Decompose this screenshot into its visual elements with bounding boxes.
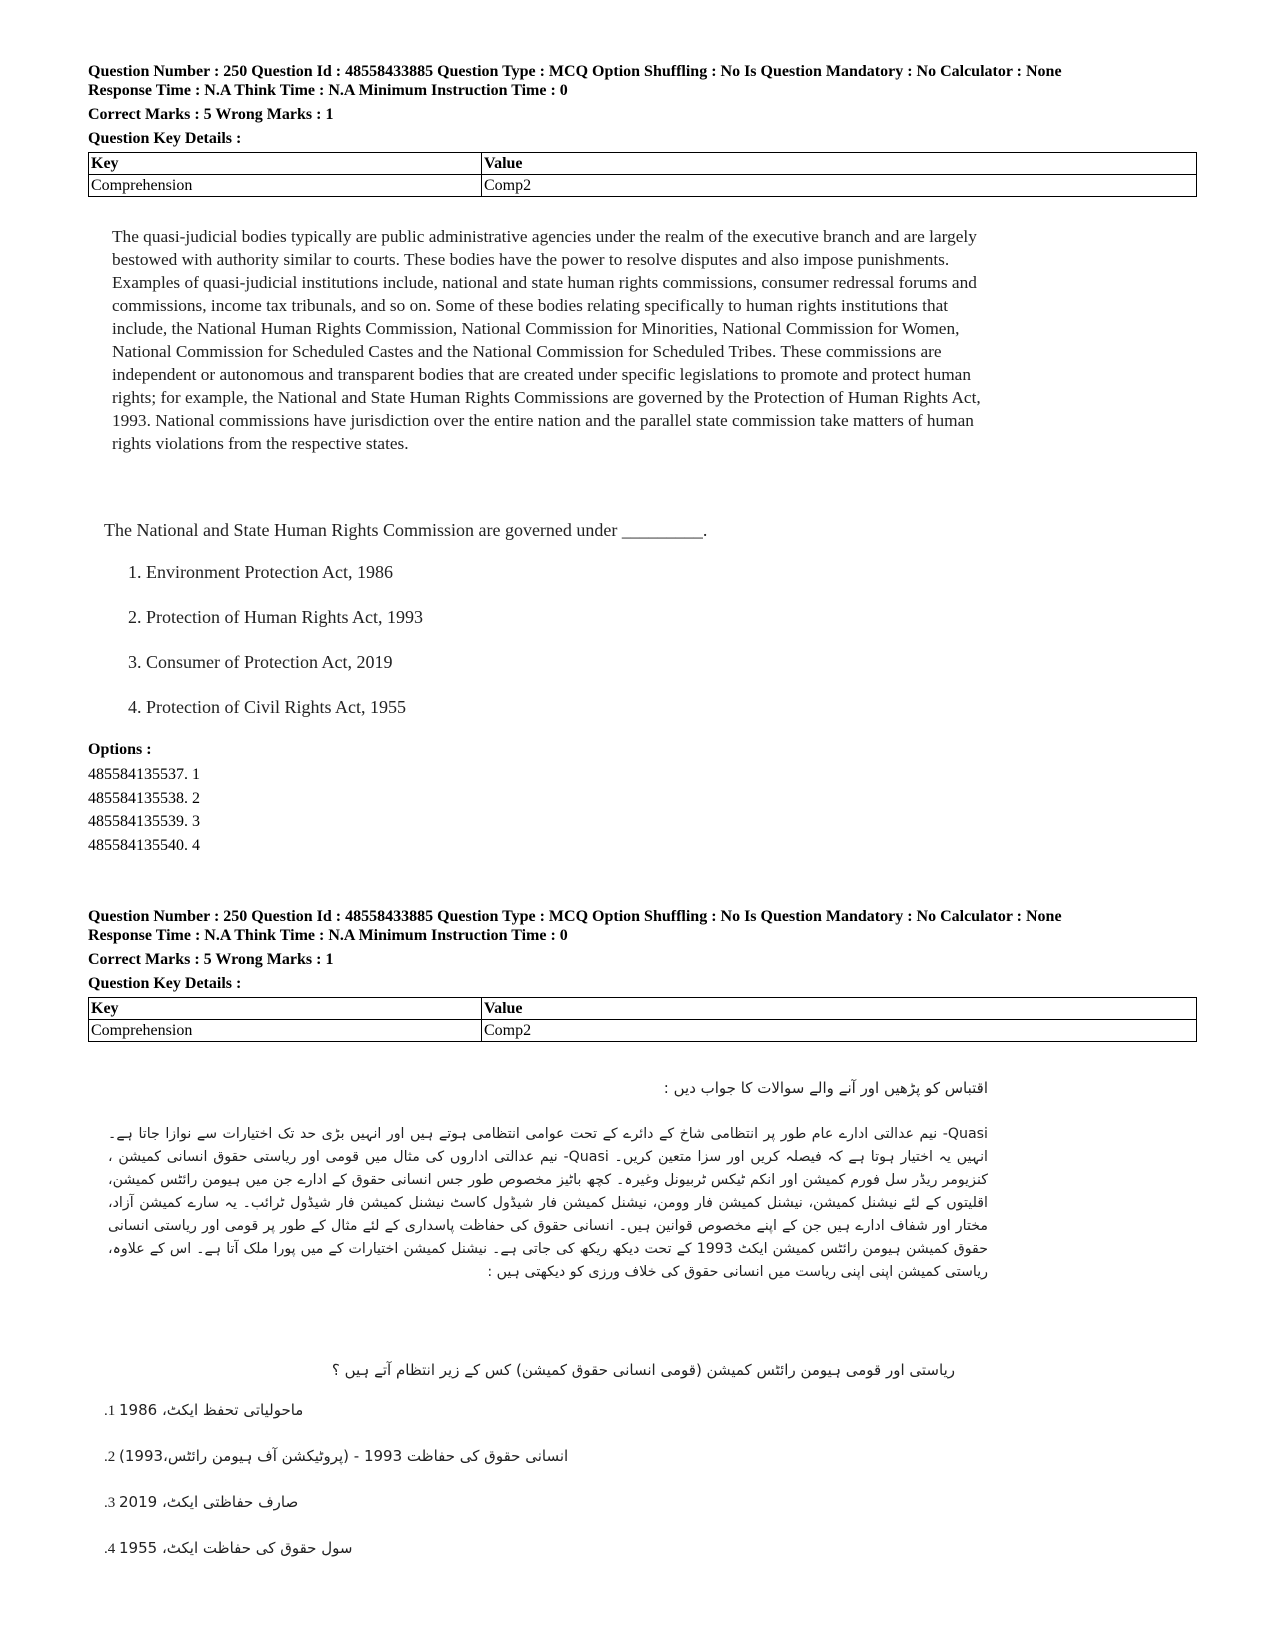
table-cell-value: Comp2	[482, 1020, 1197, 1042]
table-cell-value: Comp2	[482, 175, 1197, 197]
english-passage: The quasi-judicial bodies typically are public administrative agencies under the realm of the executive branch and are largely bestowed with authority similar to courts. These bodies have the power to resolve disputes and also impose punishments. Examples of quasi-judicial institutions include, national and state human rights commissions, consumer redressal forums and commissions, income tax tribunals, and so on. Some of these bodies relating specifically to human rights institutions that include, the National Human Rights Commission, National Commission for Minorities, National Commission for Women, National Commission for Scheduled Castes and the National Commission for Scheduled Tribes. These commissions are independent or autonomous and transparent bodies that are created under specific legislations to promote and protect human rights; for example, the National and State Human Rights Commissions are governed by the Protection of Human Rights Act, 1993. National commissions have jurisdiction over the entire nation and the parallel state commission take matters of human rights violations from the respective states.	[112, 227, 981, 453]
option-id: 485584135537. 1	[88, 766, 200, 783]
option-id: 485584135539. 3	[88, 813, 200, 830]
urdu-choice	[104, 1447, 568, 1493]
table-header-value: Value	[482, 998, 1197, 1020]
urdu-choice	[104, 1401, 568, 1447]
english-choice: 1. Environment Protection Act, 1986	[128, 562, 393, 582]
urdu-choice-number: 3.	[104, 1495, 116, 1511]
table-row	[89, 175, 1197, 197]
urdu-choice-number: 4.	[104, 1541, 116, 1557]
question-header-1	[88, 62, 1198, 197]
table-header-key: Key	[89, 153, 482, 175]
table-header-key: Key	[89, 998, 482, 1020]
options-label: Options :	[88, 741, 152, 758]
option-id: 485584135538. 2	[88, 789, 200, 807]
urdu-passage: Quasi- نیم عدالتی ادارے عام طور پر انتظامی شاخ کے دائرے کے تحت عوامی انتظامی ہوتے ہیں اور انہیں بڑی حد تک اختیارات سے نوازا جاتا ہے۔ انہیں یہ اختیار ہوتا ہے کہ فیصلہ کریں اور سزا متعین کریں۔ Quasi- نیم عدالتی اداروں کی مثال میں قومی اور ریاستی حقوق انسانی کمیشن ، کنزیومر ریڈر سل فورم کمیشن اور انکم ٹیکس ٹربیونل وغیرہ۔ کچھ باٹیز مخصوص طور جس انسانی حقوق کے ادارے جن میں ہیومن رائٹس کمیشن، اقلیتوں کے لئے نیشنل کمیشن، نیشنل کمیشن فار وومن، نیشنل کمیشن فار شیڈول کاسٹ نیشنل کمیشن فار شیڈول ٹرائب۔ یہ سارے کمیشن آزاد، مختار اور شفاف ادارے ہیں جن کے اپنے مخصوص قوانین ہیں۔ انسانی حقوق کی حفاظت پاسداری کے لئے مثال کے طور پر قومی اور ریاستی انسانی حقوق کمیشن ہیومن رائٹس کمیشن ایکٹ 1993 کے تحت دیکھ ریکھ کی جاتی ہے۔ نیشنل کمیشن اختیارات کے میں پورا ملک آتا ہے۔ اس کے علاوہ، ریاستی کمیشن اپنی اپنی ریاست میں انسانی حقوق کی خلاف ورزی کو دیکھتی ہیں :	[108, 1126, 988, 1280]
table-header-row	[89, 998, 1197, 1020]
timing-meta-line: Response Time : N.A Think Time : N.A Minimum Instruction Time : 0	[88, 82, 568, 99]
english-choice: 3. Consumer of Protection Act, 2019	[128, 652, 393, 672]
table-cell-key: Comprehension	[89, 1020, 482, 1042]
key-details-table	[88, 997, 1197, 1042]
urdu-choice-list	[104, 1401, 568, 1585]
marks-line: Correct Marks : 5 Wrong Marks : 1	[88, 106, 334, 123]
key-details-table	[88, 152, 1197, 197]
option-id-list	[88, 763, 200, 857]
option-id: 485584135540. 4	[88, 836, 200, 854]
table-row	[89, 1020, 1197, 1042]
urdu-choice	[104, 1493, 568, 1539]
key-details-label: Question Key Details :	[88, 975, 242, 992]
urdu-question: ریاستی اور قومی ہیومن رائٹس کمیشن (قومی انسانی حقوق کمیشن) کس کے زیر انتظام آتے ہیں ؟	[331, 1361, 955, 1379]
question-header-2	[88, 907, 1198, 1042]
timing-meta-line: Response Time : N.A Think Time : N.A Minimum Instruction Time : 0	[88, 927, 568, 944]
urdu-choice-text: سول حقوق کی حفاظت ایکٹ، 1955	[119, 1539, 353, 1557]
urdu-choice-text: صارف حفاظتی ایکٹ، 2019	[119, 1493, 299, 1511]
marks-line: Correct Marks : 5 Wrong Marks : 1	[88, 951, 334, 968]
urdu-choice-number: 1.	[104, 1403, 116, 1419]
urdu-choice-text: ماحولیاتی تحفظ ایکٹ، 1986	[119, 1401, 304, 1419]
table-header-row	[89, 153, 1197, 175]
table-header-value: Value	[482, 153, 1197, 175]
english-choice-list	[128, 562, 423, 742]
urdu-choice	[104, 1539, 568, 1585]
english-question: The National and State Human Rights Commission are governed under _________.	[104, 520, 708, 540]
key-details-label: Question Key Details :	[88, 130, 242, 147]
urdu-choice-number: 2.	[104, 1449, 116, 1465]
table-cell-key: Comprehension	[89, 175, 482, 197]
urdu-instruction: اقتباس کو پڑھیں اور آنے والے سوالات کا جواب دیں :	[663, 1079, 988, 1097]
english-choice: 2. Protection of Human Rights Act, 1993	[128, 607, 423, 627]
question-meta-line: Question Number : 250 Question Id : 48558433885 Question Type : MCQ Option Shuffling : No Is Question Mandatory : No Calculator : None	[88, 63, 1062, 80]
question-meta-line: Question Number : 250 Question Id : 48558433885 Question Type : MCQ Option Shuffling : No Is Question Mandatory : No Calculator : None	[88, 908, 1062, 925]
urdu-choice-text: انسانی حقوق کی حفاظت 1993 - (پروٹیکشن آف ہیومن رائٹس،1993)	[119, 1447, 569, 1465]
english-choice: 4. Protection of Civil Rights Act, 1955	[128, 697, 406, 717]
